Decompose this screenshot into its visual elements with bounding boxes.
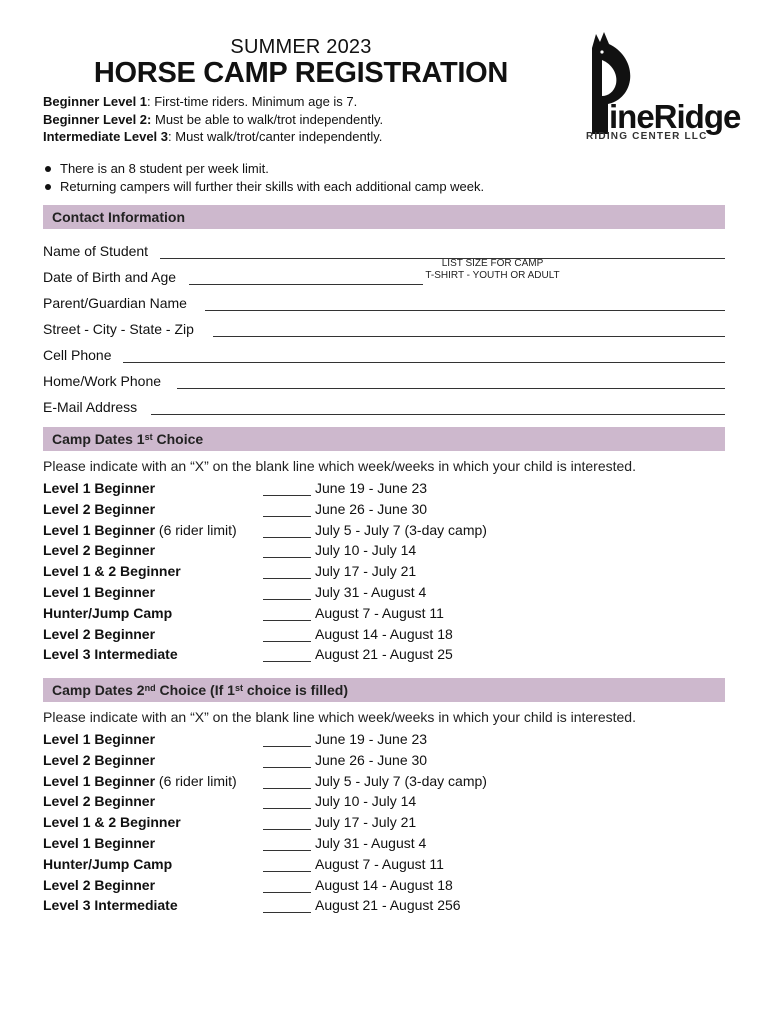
choice-blank[interactable] bbox=[263, 661, 311, 662]
cell-phone-field[interactable]: Cell Phone bbox=[43, 347, 725, 367]
choice-blank[interactable] bbox=[263, 495, 311, 496]
schedule-row: Level 1 Beginner July 31 - August 4 bbox=[43, 583, 427, 600]
student-name-field[interactable]: Name of Student bbox=[43, 243, 725, 263]
choice-blank[interactable] bbox=[263, 829, 311, 830]
first-choice-instructions: Please indicate with an “X” on the blank line which week/weeks in which your child is interested. bbox=[43, 458, 636, 474]
choice-blank[interactable] bbox=[263, 808, 311, 809]
email-line[interactable] bbox=[151, 414, 725, 415]
second-choice-section-header bbox=[43, 678, 725, 702]
first-choice-section-header bbox=[43, 427, 725, 451]
schedule-row: Level 1 Beginner June 19 - June 23 bbox=[43, 731, 428, 747]
home-phone-field[interactable]: Home/Work Phone bbox=[43, 373, 725, 393]
choice-blank[interactable] bbox=[263, 871, 311, 872]
schedule-row: Level 1 & 2 Beginner July 17 - July 21 bbox=[43, 563, 417, 580]
logo-subtitle: RIDING CENTER LLC bbox=[586, 131, 708, 142]
logo-wordmark: ineRidge bbox=[609, 98, 741, 135]
choice-blank[interactable] bbox=[263, 767, 311, 768]
schedule-row: Level 2 Beginner August 14 - August 18 bbox=[43, 625, 453, 642]
level-line: Intermediate Level 3: Must walk/trot/canter independently. bbox=[43, 129, 383, 144]
email-field[interactable]: E-Mail Address bbox=[43, 399, 725, 419]
choice-blank[interactable] bbox=[263, 599, 311, 600]
contact-section-header bbox=[43, 205, 725, 229]
page-title: HORSE CAMP REGISTRATION bbox=[93, 57, 509, 89]
schedule-row: Hunter/Jump Camp August 7 - August 11 bbox=[43, 855, 444, 872]
schedule-row: Level 1 Beginner June 19 - June 23 bbox=[43, 480, 428, 496]
schedule-row: Level 1 Beginner July 31 - August 4 bbox=[43, 834, 427, 851]
choice-blank[interactable] bbox=[263, 892, 311, 893]
first-choice-heading: Camp Dates 1st Choice bbox=[52, 431, 204, 447]
dob-age-line[interactable] bbox=[189, 284, 423, 285]
season-title: SUMMER 2023 bbox=[230, 36, 372, 58]
level-line: Beginner Level 1: First-time riders. Minimum age is 7. bbox=[43, 94, 358, 109]
second-choice-heading: Camp Dates 2nd Choice (If 1st choice is filled) bbox=[52, 682, 348, 698]
schedule-row: Hunter/Jump Camp August 7 - August 11 bbox=[43, 604, 444, 621]
tshirt-size-note: LIST SIZE FOR CAMP T-SHIRT - YOUTH OR ADULT bbox=[425, 258, 560, 281]
contact-heading: Contact Information bbox=[52, 209, 185, 225]
choice-blank[interactable] bbox=[263, 746, 311, 747]
level-line: Beginner Level 2: Must be able to walk/trot independently. bbox=[43, 111, 384, 127]
schedule-row: Level 2 Beginner June 26 - June 30 bbox=[43, 751, 428, 768]
schedule-row: Level 1 Beginner (6 rider limit) July 5 - July 7 (3-day camp) bbox=[43, 772, 487, 789]
dob-age-field[interactable]: Date of Birth and Age bbox=[43, 269, 423, 289]
level-descriptions bbox=[43, 93, 383, 146]
schedule-row: Level 2 Beginner July 10 - July 14 bbox=[43, 793, 417, 810]
pineridge-logo bbox=[582, 30, 741, 148]
choice-blank[interactable] bbox=[263, 557, 311, 558]
choice-blank[interactable] bbox=[263, 912, 311, 913]
schedule-row: Level 1 Beginner (6 rider limit) July 5 - July 7 (3-day camp) bbox=[43, 521, 487, 538]
parent-name-line[interactable] bbox=[205, 310, 725, 311]
schedule-row: Level 2 Beginner August 14 - August 18 bbox=[43, 876, 453, 893]
choice-blank[interactable] bbox=[263, 620, 311, 621]
schedule-row: Level 3 Intermediate August 21 - August 256 bbox=[43, 897, 461, 914]
schedule-row: Level 3 Intermediate August 21 - August 25 bbox=[43, 646, 453, 663]
info-bullets bbox=[43, 160, 484, 196]
parent-name-field[interactable]: Parent/Guardian Name bbox=[43, 295, 725, 315]
first-choice-schedule bbox=[43, 480, 725, 667]
choice-blank[interactable] bbox=[263, 516, 311, 517]
home-phone-line[interactable] bbox=[177, 388, 725, 389]
second-choice-instructions: Please indicate with an “X” on the blank line which week/weeks in which your child is interested. bbox=[43, 709, 636, 725]
address-line[interactable] bbox=[213, 336, 725, 337]
schedule-row: Level 2 Beginner June 26 - June 30 bbox=[43, 500, 428, 517]
second-choice-schedule bbox=[43, 731, 725, 918]
address-field[interactable]: Street - City - State - Zip bbox=[43, 321, 725, 341]
schedule-row: Level 1 & 2 Beginner July 17 - July 21 bbox=[43, 814, 417, 831]
choice-blank[interactable] bbox=[263, 641, 311, 642]
bullet-item: There is an 8 student per week limit. bbox=[43, 160, 484, 178]
choice-blank[interactable] bbox=[263, 578, 311, 579]
bullet-item: Returning campers will further their skills with each additional camp week. bbox=[43, 178, 484, 196]
choice-blank[interactable] bbox=[263, 850, 311, 851]
cell-phone-line[interactable] bbox=[123, 362, 725, 363]
choice-blank[interactable] bbox=[263, 788, 311, 789]
schedule-row: Level 2 Beginner July 10 - July 14 bbox=[43, 542, 417, 559]
choice-blank[interactable] bbox=[263, 537, 311, 538]
